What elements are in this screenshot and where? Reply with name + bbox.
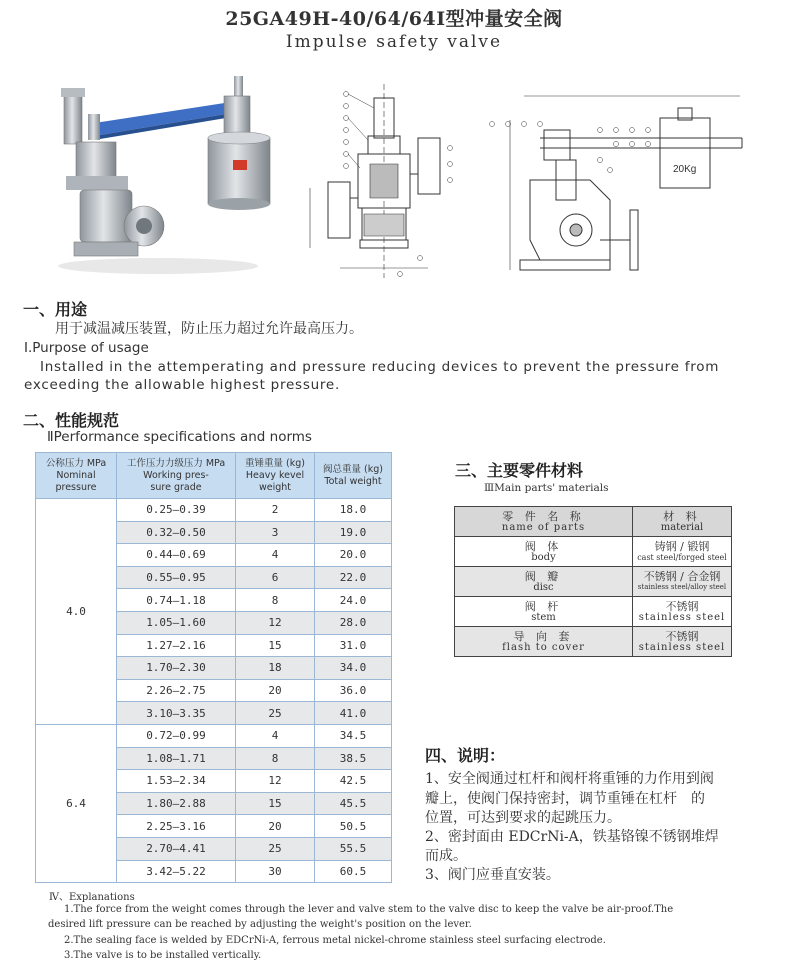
column-header-weight: 重锤重量 (kg) Heavy kevel weight (236, 453, 315, 499)
lever-assembly-drawing (480, 90, 750, 290)
notes-line-6: 3、阀门应垂直安装。 (425, 867, 560, 883)
table-row: 阀 杆 stem 不锈钢 stainless steel (455, 597, 732, 627)
total-weight-cell: 41.0 (315, 702, 392, 725)
column-header-working-pressure: 工作压力力级压力 MPa Working pres- sure grade (117, 453, 236, 499)
total-weight-cell: 18.0 (315, 499, 392, 522)
weight-cell: 20 (236, 815, 315, 838)
weight-cell: 8 (236, 589, 315, 612)
column-header-nominal: 公称压力 MPa Nominal pressure (36, 453, 117, 499)
weight-cell: 12 (236, 611, 315, 634)
weight-cell: 12 (236, 770, 315, 793)
working-pressure-cell: 1.53—2.34 (117, 770, 236, 793)
explanation-line-1: 1.The force from the weight comes through the lever and valve stem to the valve disc to keep the valve be air-proof.The (64, 904, 674, 915)
nominal-pressure-cell: 6.4 (36, 724, 117, 882)
working-pressure-cell: 0.44—0.69 (117, 544, 236, 567)
materials-title-en: ⅢMain parts' materials (484, 482, 609, 494)
table-row (36, 499, 392, 522)
usage-text-cn: 用于减温减压装置，防止压力超过允许最高压力。 (55, 321, 363, 337)
working-pressure-cell: 1.27—2.16 (117, 634, 236, 657)
total-weight-cell: 19.0 (315, 521, 392, 544)
total-weight-cell: 55.5 (315, 837, 392, 860)
weight-cell: 15 (236, 634, 315, 657)
table-row: 零 件 名 称 name of parts 材 料 material (455, 507, 732, 537)
table-row: 导 向 套 flash to cover 不锈钢 stainless steel (455, 627, 732, 657)
working-pressure-cell: 2.26—2.75 (117, 679, 236, 702)
working-pressure-cell: 0.55—0.95 (117, 566, 236, 589)
total-weight-cell: 28.0 (315, 611, 392, 634)
weight-cell: 6 (236, 566, 315, 589)
usage-text-en-line1: Installed in the attemperating and pressure reducing devices to prevent the pressure from (40, 359, 720, 375)
working-pressure-cell: 2.70—4.41 (117, 837, 236, 860)
table-row: 阀 体 body 铸钢 / 锻钢 cast steel/forged steel (455, 537, 732, 567)
performance-table (35, 452, 392, 883)
page-title: 25GA49H-40/64/64I型冲量安全阀 (225, 8, 563, 30)
total-weight-cell: 42.5 (315, 770, 392, 793)
total-weight-cell: 36.0 (315, 679, 392, 702)
explanation-line-3: 2.The sealing face is welded by EDCrNi-A, ferrous metal nickel-chrome stainless steel surfacing electrode. (64, 935, 606, 946)
working-pressure-cell: 3.42—5.22 (117, 860, 236, 883)
notes-line-5: 而成。 (425, 848, 467, 864)
total-weight-cell: 22.0 (315, 566, 392, 589)
explanations-title: Ⅳ、Explanations (49, 892, 135, 903)
weight-cell: 4 (236, 544, 315, 567)
section-materials-title: 三、主要零件材料 (455, 461, 584, 480)
weight-cell: 25 (236, 837, 315, 860)
table-row (36, 724, 392, 747)
weight-cell: 30 (236, 860, 315, 883)
nominal-pressure-cell: 4.0 (36, 499, 117, 725)
total-weight-cell: 31.0 (315, 634, 392, 657)
section-usage-title: 一、用途 (23, 300, 88, 319)
working-pressure-cell: 1.70—2.30 (117, 657, 236, 680)
weight-cell: 8 (236, 747, 315, 770)
working-pressure-cell: 2.25—3.16 (117, 815, 236, 838)
section-notes-title: 四、说明： (425, 746, 506, 765)
materials-table (454, 506, 732, 657)
working-pressure-cell: 0.32—0.50 (117, 521, 236, 544)
explanation-line-2: desired lift pressure can be reached by adjusting the weight's position on the lever. (48, 919, 472, 930)
notes-line-4: 2、密封面由 EDCrNi-A，铁基铬镍不锈钢堆焊 (425, 829, 719, 845)
total-weight-cell: 20.0 (315, 544, 392, 567)
valve-section-drawing (300, 78, 468, 294)
total-weight-cell: 34.0 (315, 657, 392, 680)
notes-line-1: 1、安全阀通过杠杆和阀杆将重锤的力作用到阀 (425, 771, 714, 787)
working-pressure-cell: 0.72—0.99 (117, 724, 236, 747)
weight-label: 20Kg (673, 164, 697, 175)
notes-line-2: 瓣上，使阀门保持密封，调节重锤在杠杆 的 (425, 791, 705, 807)
working-pressure-cell: 0.74—1.18 (117, 589, 236, 612)
working-pressure-cell: 1.05—1.60 (117, 611, 236, 634)
section-performance-title: 二、性能规范 (23, 411, 120, 430)
total-weight-cell: 38.5 (315, 747, 392, 770)
total-weight-cell: 34.5 (315, 724, 392, 747)
total-weight-cell: 50.5 (315, 815, 392, 838)
working-pressure-cell: 3.10—3.35 (117, 702, 236, 725)
notes-line-3: 位置，可达到要求的起跳压力。 (425, 810, 621, 826)
working-pressure-cell: 0.25—0.39 (117, 499, 236, 522)
total-weight-cell: 60.5 (315, 860, 392, 883)
usage-title-en: Ⅰ.Purpose of usage (24, 340, 149, 356)
weight-cell: 18 (236, 657, 315, 680)
total-weight-cell: 24.0 (315, 589, 392, 612)
weight-cell: 15 (236, 792, 315, 815)
working-pressure-cell: 1.08—1.71 (117, 747, 236, 770)
column-header-total-weight: 阀总重量 (kg) Total weight (315, 453, 392, 499)
table-row: 阀 瓣 disc 不锈钢 / 合金钢 stainless steel/alloy steel (455, 567, 732, 597)
weight-cell: 20 (236, 679, 315, 702)
page-subtitle: Impulse safety valve (285, 32, 503, 52)
weight-cell: 3 (236, 521, 315, 544)
weight-cell: 25 (236, 702, 315, 725)
total-weight-cell: 45.5 (315, 792, 392, 815)
working-pressure-cell: 1.80—2.88 (117, 792, 236, 815)
explanation-line-4: 3.The valve is to be installed vertically. (64, 950, 262, 961)
usage-text-en-line2: exceeding the allowable highest pressure. (24, 377, 341, 393)
valve-photo (48, 66, 288, 278)
performance-title-en: ⅡPerformance specifications and norms (47, 429, 312, 445)
weight-cell: 4 (236, 724, 315, 747)
weight-cell: 2 (236, 499, 315, 522)
